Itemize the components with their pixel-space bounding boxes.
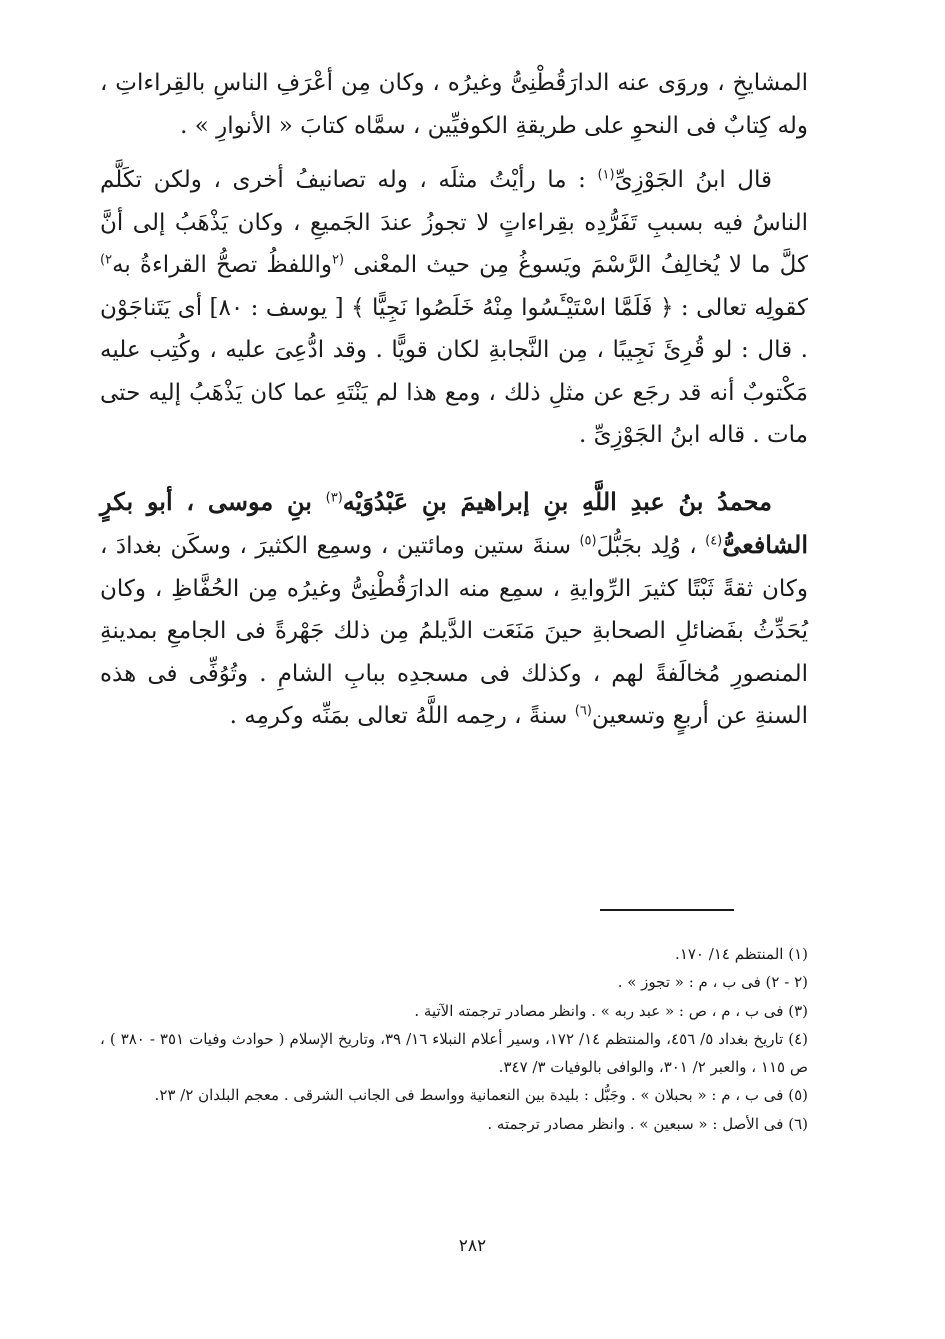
paragraph-2 (100, 159, 808, 457)
footnote-marker-4: (٤) (705, 533, 723, 549)
paragraph-2-text-a: قال ابنُ الجَوْزِىِّ (614, 167, 772, 193)
footnote-separator-rule (600, 909, 734, 911)
footnote-marker-1: (١) (597, 167, 615, 183)
footnote-4: (٤) تاريخ بغداد ٥/ ٤٥٦، والمنتظم ١٤/ ١٧٢، وسير أعلام النبلاء ١٦/ ٣٩، وتاريخ الإسلام ( حوادث وفيات ٣٥١ - ٣٨٠ ) ، ص ١١٥ ، والعبر ٢/ ٣٠١، والوافى بالوفيات ٣/ ٣٤٧. (100, 1029, 809, 1077)
main-text (100, 62, 808, 738)
footnote-marker-6: (٦) (574, 703, 592, 719)
footnote-5: (٥) فى ب ، م : « بحبلان » . وجَبُّل : بليدة بين النعمانية وواسط فى الجانب الشرقى . معجم البلدان ٢/ ٢٣. (154, 1086, 808, 1105)
footnote-3: (٣) فى ب ، م ، ص : « عبد ربه » . وانظر مصادر ترجمته الآتية . (414, 1001, 808, 1020)
footnote-marker-5: (٥) (579, 533, 597, 549)
entry-heading-name: محمدُ بنُ عبدِ اللَّهِ بنِ إبراهيمَ بنِ عَبْدُوَيْه (342, 486, 772, 516)
paragraph-3-biography-entry (100, 481, 808, 738)
paragraph-2-text-b: : ما رأيْتُ مثلَه ، وله تصانيفُ أخرى ، ولكن تكَلَّم الناسُ فيه بسببِ تَفَرُّدِه بقِراءاتٍ لا تجوزُ عندَ الجَميعِ ، وكان يَذْهَبُ إلى أنَّ كلَّ ما لا يُخالِفُ الرَّسْمَ ويَسوغُ مِن حيث المعْنى (100, 167, 808, 278)
page-number: ٢٨٢ (458, 1236, 487, 1256)
footnote-marker-2-close: ٢) (100, 252, 113, 268)
footnote-6: (٦) فى الأصل : « سبعين » . وانظر مصادر ترجمته . (487, 1114, 808, 1133)
footnotes-block (100, 940, 808, 1138)
footnote-marker-2-open: (٢ (331, 252, 345, 268)
footnote-2: (٢ - ٢) فى ب ، م : « تجوز » . (617, 973, 808, 992)
paragraph-3-text-a: ، وُلِد بجَبُّلَ (596, 533, 706, 559)
paragraph-2-text-d: كقولِه تعالى : ﴿ فَلَمَّا اسْتَيْـَٔسُوا مِنْهُ خَلَصُوا نَجِيًّا ﴾ [ يوسف : ٨٠] أى يَتَناجَوْن . قال : لو قُرِئَ نَجِيبًا ، مِن النَّجابةِ لكان قويًّا . وقد ادُّعِىَ عليه ، وكُتِب عليه مَكْتوبٌ أنه قد رجَع عن مثلِ ذلك ، ومع هذا لم يَنْتَهِ عما كان يَذْهَبُ إليه حتى مات . قاله ابنُ الجَوْزِىِّ . (100, 294, 809, 448)
footnote-1: (١) المنتظم ١٤/ ١٧٠. (675, 945, 808, 963)
entry-heading-name-cont: بنِ موسى ، أبو بكرٍ الشافعىُّ (100, 486, 809, 559)
paragraph-2-text-c: واللفظُ تصحُّ القراءةُ به (112, 252, 332, 278)
paragraph-3-text-b: سنةَ ستين ومائتين ، وسمِع الكثيرَ ، وسكَن بغدادَ ، وكان ثقةً ثَبْتًا كثيرَ الرِّوايةِ ، سمِع منه الدارَقُطْنِىُّ وغيرُه مِن الحُفَّاظِ ، وكان يُحَدِّثُ بفَضائلِ الصحابةِ حينَ مَنَعَت الدَّيلمُ مِن ذلك جَهْرةً فى الجامعِ بمدينةِ المنصورِ مُخالَفةً لهم ، وكذلك فى مسجدِه ببابِ الشامِ . وتُوُفِّى فى هذه السنةِ عن أربعٍ وتسعين (100, 533, 808, 729)
footnote-marker-3: (٣) (325, 489, 343, 505)
paragraph-1: المشايخِ ، وروَى عنه الدارَقُطْنِىُّ وغيرُه ، وكان مِن أعْرَفِ الناسِ بالقِراءاتِ ، وله كِتابٌ فى النحوِ على طريقةِ الكوفيِّين ، سمَّاه كتابَ « الأنوارِ » . (100, 70, 808, 139)
paragraph-3-text-c: سنةً ، رحِمه اللَّهُ تعالى بمَنِّه وكرمِه . (229, 703, 575, 729)
